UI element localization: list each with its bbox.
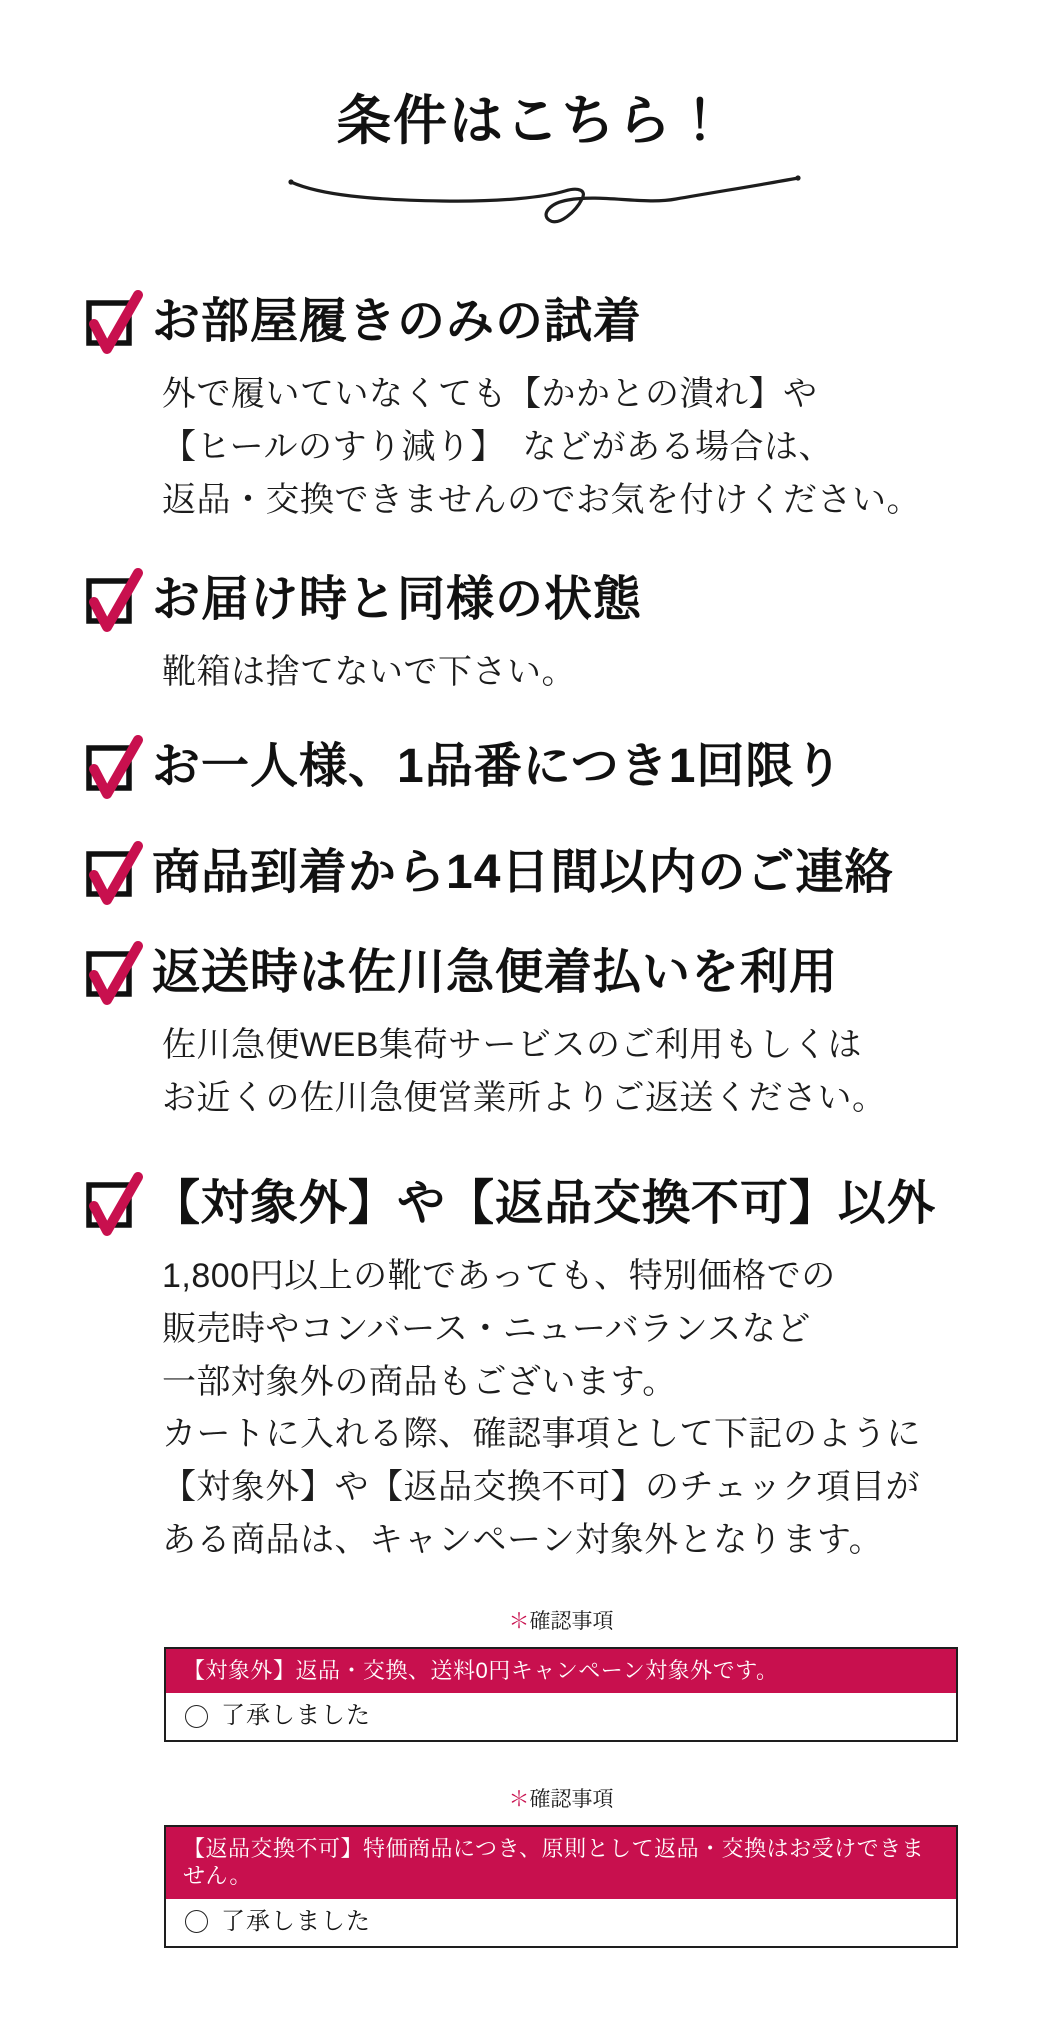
checklist-item-once-per-person xyxy=(0,737,1050,797)
swash-underline xyxy=(278,170,812,232)
desc-line: 【ヒールのすり減り】 などがある場合は、 xyxy=(162,427,833,466)
desc-line: 1,800円以上の靴であっても、特別価格での xyxy=(162,1257,836,1296)
page-title: 条件はこちら！ xyxy=(337,91,729,151)
checkbox-checked-icon xyxy=(86,1182,132,1228)
checklist-item-sagawa-cod xyxy=(0,943,1050,1003)
item-heading: 【対象外】や【返品交換不可】以外 xyxy=(152,1177,937,1231)
checklist-item-same-condition xyxy=(0,570,1050,630)
checkbox-checked-icon xyxy=(86,745,132,791)
confirmation-label-text: 確認事項 xyxy=(529,1610,614,1634)
confirmation-label xyxy=(164,1786,958,1813)
item-description xyxy=(0,1250,1050,1566)
desc-line: 佐川急便WEB集荷サービスのご利用もしくは xyxy=(162,1025,862,1064)
item-description xyxy=(0,368,1050,526)
confirmation-header: 【対象外】返品・交換、送料0円キャンペーン対象外です。 xyxy=(166,1649,956,1694)
swash-underline-icon xyxy=(278,170,812,232)
desc-line: 販売時やコンバース・ニューバランスなど xyxy=(162,1310,811,1348)
desc-line: 靴箱は捨てないで下さい。 xyxy=(162,653,576,692)
confirmation-header: 【返品交換不可】特価商品につき、原則として返品・交換はお受けできません。 xyxy=(166,1827,956,1899)
agree-option-row[interactable] xyxy=(166,1693,956,1740)
agree-option-label: 了承しました xyxy=(221,1907,371,1935)
desc-line: 外で履いていなくても【かかとの潰れ】や xyxy=(162,375,818,414)
item-heading: お部屋履きのみの試着 xyxy=(152,295,643,349)
item-description xyxy=(0,1019,1050,1124)
agree-option-row[interactable] xyxy=(166,1899,956,1946)
confirmation-box xyxy=(164,1647,958,1743)
checkbox-checked-icon xyxy=(86,851,132,897)
confirmation-label xyxy=(164,1608,958,1635)
confirmation-section-no-return xyxy=(164,1786,958,1947)
checkbox-checked-icon xyxy=(86,951,132,997)
agree-option-label: 了承しました xyxy=(221,1702,371,1730)
desc-line: 返品・交換できませんのでお気を付けください。 xyxy=(162,480,921,519)
radio-unchecked-icon[interactable] xyxy=(185,1910,208,1933)
confirmation-box xyxy=(164,1825,958,1948)
desc-line: カートに入れる際、確認事項として下記のように xyxy=(162,1415,921,1454)
checklist-item-14-days xyxy=(0,843,1050,903)
item-heading: 商品到着から14日間以内のご連絡 xyxy=(152,845,894,899)
asterisk-icon: ＊ xyxy=(508,1610,530,1634)
confirmation-label-text: 確認事項 xyxy=(529,1788,614,1812)
desc-line: 【対象外】や【返品交換不可】のチェック項目が xyxy=(162,1468,920,1507)
checklist-item-try-on xyxy=(0,292,1050,352)
item-heading: お届け時と同様の状態 xyxy=(152,573,643,627)
checkbox-checked-icon xyxy=(86,300,132,346)
desc-line: お近くの佐川急便営業所よりご返送ください。 xyxy=(162,1078,887,1117)
item-heading: お一人様、1品番につき1回限り xyxy=(152,739,844,793)
radio-unchecked-icon[interactable] xyxy=(185,1705,208,1728)
desc-line: 一部対象外の商品もございます。 xyxy=(162,1362,677,1401)
item-heading: 返送時は佐川急便着払いを利用 xyxy=(152,945,839,999)
item-description xyxy=(0,646,1050,699)
checkbox-checked-icon xyxy=(86,578,132,624)
confirmation-section-excluded xyxy=(164,1608,958,1742)
asterisk-icon: ＊ xyxy=(508,1788,530,1812)
checklist-item-excluded-products xyxy=(0,1174,1050,1234)
desc-line: ある商品は、キャンペーン対象外となります。 xyxy=(162,1520,884,1559)
